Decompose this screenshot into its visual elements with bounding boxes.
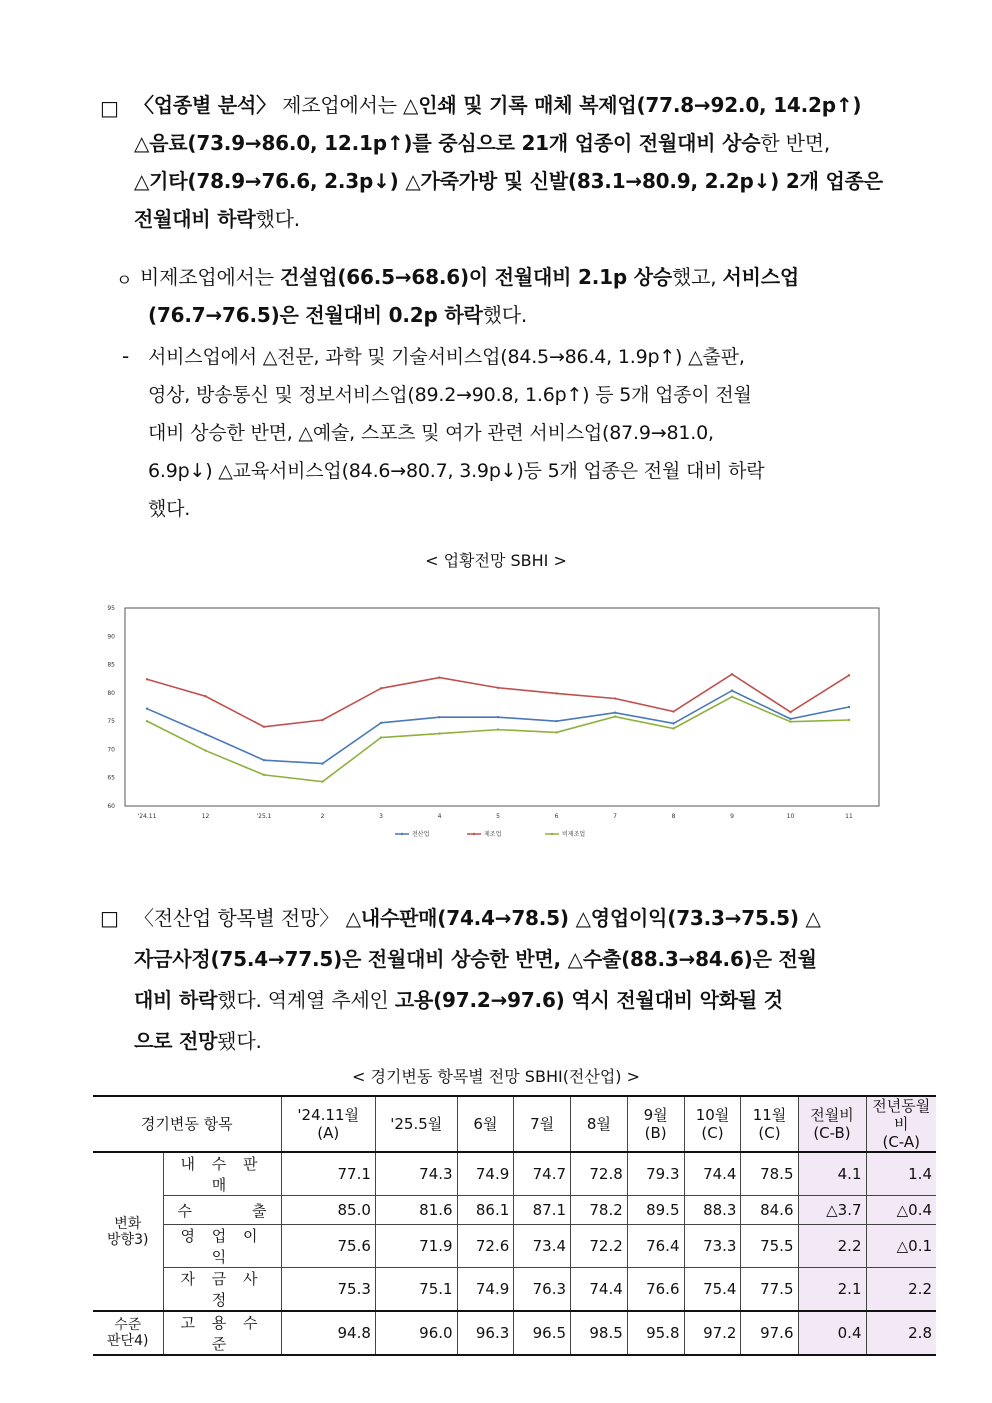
data-point [321, 762, 323, 764]
x-tick-label: 9 [730, 813, 734, 820]
data-point [204, 733, 206, 735]
chart-legend [395, 830, 585, 838]
data-point [731, 673, 733, 675]
data-point [672, 727, 674, 729]
data-point [497, 728, 499, 730]
legend-marker [551, 833, 553, 835]
data-point [146, 678, 148, 680]
table-row: 변화 방향3) 내 수 판 매 77.1 74.3 74.9 74.7 72.8 79.3 74.4 78.5 4.1 1.4 [93, 1152, 936, 1196]
header-col: 11월 (C) [741, 1096, 798, 1152]
data-point [438, 732, 440, 734]
section3-paragraph: 서비스업에서 △전문, 과학 및 기술서비스업(84.5→86.4, 1.9p↑) △출판, 영상, 방송통신 및 정보서비스업(89.2→90.8, 1.6p↑) 등 5개 업종이 전월 대비 상승한 반면, △예술, 스포츠 및 여가 관련 서비스업(87.9→81.0, 6.9p↓) △교육서비스업(84.6→80.7, 3.9p↓)등 5개 업종은 전월 대비 하락 했다. [148, 346, 765, 520]
data-point [438, 716, 440, 718]
x-tick-label: 6 [554, 813, 559, 820]
y-tick-label: 95 [107, 605, 115, 612]
x-tick-label: 3 [379, 813, 383, 820]
header-col: 7월 [514, 1096, 571, 1152]
bullet-dash: - [122, 344, 130, 368]
y-tick-label: 70 [107, 746, 115, 754]
data-point [497, 716, 499, 718]
x-tick-label: 4 [437, 813, 442, 820]
data-point [672, 722, 674, 724]
header-col: 8월 [571, 1096, 628, 1152]
row-label: 자 금 사 정 [163, 1268, 281, 1312]
x-tick-label: 12 [201, 813, 210, 820]
section4-heading: 〈전산업 항목별 전망〉 [134, 906, 339, 930]
header-col: '25.5월 [375, 1096, 457, 1152]
data-point [848, 674, 850, 676]
data-point [321, 780, 323, 782]
table-row: 영 업 이 익 75.6 71.9 72.6 73.4 72.2 76.4 73.3 75.5 2.2 △0.1 [93, 1225, 936, 1268]
bullet-square: □ [100, 96, 119, 120]
y-axis [107, 605, 115, 810]
legend-marker [473, 833, 475, 835]
data-point [146, 720, 148, 722]
y-tick-label: 90 [107, 633, 115, 641]
data-point [731, 689, 733, 691]
table-row: 수 출 85.0 81.6 86.1 87.1 78.2 89.5 88.3 84.6 △3.7 △0.4 [93, 1196, 936, 1225]
data-point [146, 707, 148, 709]
data-point [263, 726, 265, 728]
data-point [438, 676, 440, 678]
header-col: 전월비 (C-B) [798, 1096, 866, 1152]
row-label: 수 출 [163, 1196, 281, 1225]
table-row: 수준 판단4) 고 용 수 준 94.8 96.0 96.3 96.5 98.5 95.8 97.2 97.6 0.4 2.8 [93, 1311, 936, 1355]
data-point [321, 719, 323, 721]
sbhi-table [93, 1095, 936, 1356]
header-col: 전년동월비 (C-A) [866, 1096, 936, 1152]
x-tick-label: '24.11 [137, 813, 157, 820]
group-label: 수준 판단4) [93, 1311, 163, 1355]
data-point [555, 731, 557, 733]
header-col: 6월 [457, 1096, 514, 1152]
section1-heading: 〈업종별 분석〉 [134, 93, 276, 117]
data-point [263, 759, 265, 761]
legend-label: 제조업 [484, 831, 502, 838]
x-tick-label: 11 [845, 813, 853, 820]
row-label: 내 수 판 매 [163, 1152, 281, 1196]
data-point [555, 720, 557, 722]
data-point [263, 774, 265, 776]
x-tick-label: 7 [613, 813, 617, 820]
x-tick-label: 5 [496, 813, 500, 820]
data-point [614, 711, 616, 713]
row-label: 영 업 이 익 [163, 1225, 281, 1268]
group-label: 변화 방향3) [93, 1152, 163, 1311]
chart-title: < 업황전망 SBHI > [425, 551, 567, 570]
y-tick-label: 60 [107, 803, 115, 810]
legend-marker [401, 833, 403, 835]
data-point [497, 687, 499, 689]
y-tick-label: 65 [107, 774, 115, 782]
data-point [555, 692, 557, 694]
section1-paragraph: 〈업종별 분석〉 제조업에서는 △인쇄 및 기록 매체 복제업(77.8→92.0, 14.2p↑) △음료(73.9→86.0, 12.1p↑)를 중심으로 21개 업종이 전월대비 상승한 반면, △기타(78.9→76.6, 2.3p↓) △가죽가방 및 신발(83.1→80.9, 2.2p↓) 2개 업종은 전월대비 하락했다. [134, 93, 883, 231]
table-row: 자 금 사 정 75.3 75.1 74.9 76.3 74.4 76.6 75.4 77.5 2.1 2.2 [93, 1268, 936, 1312]
section2-paragraph: 비제조업에서는 건설업(66.5→68.6)이 전월대비 2.1p 상승했고, 서비스업 (76.7→76.5)은 전월대비 0.2p 하락했다. [140, 265, 800, 327]
data-point [380, 687, 382, 689]
x-tick-label: 10 [786, 813, 795, 820]
legend-label: 비제조업 [562, 831, 586, 838]
header-col: '24.11월 (A) [281, 1096, 375, 1152]
data-point [614, 715, 616, 717]
data-point [380, 722, 382, 724]
section4-paragraph: 〈전산업 항목별 전망〉 △내수판매(74.4→78.5) △영업이익(73.3→75.5) △ 자금사정(75.4→77.5)은 전월대비 상승한 반면, △수출(88.3→84.6)은 전월 대비 하락했다. 역계열 추세인 고용(97.2→97.6) 역시 전월대비 악화될 것 으로 전망됐다. [134, 906, 821, 1053]
data-point [204, 749, 206, 751]
y-tick-label: 80 [107, 689, 115, 697]
sbhi-line-chart [95, 598, 890, 848]
legend-label: 전산업 [412, 831, 430, 838]
data-point [789, 711, 791, 713]
data-point [789, 721, 791, 723]
header-item: 경기변동 항목 [93, 1096, 281, 1152]
y-tick-label: 75 [107, 718, 115, 726]
data-point [848, 706, 850, 708]
header-col: 10월 (C) [684, 1096, 741, 1152]
x-tick-label: 2 [320, 813, 325, 820]
bullet-square: □ [100, 906, 119, 930]
data-point [731, 696, 733, 698]
row-label: 고 용 수 준 [163, 1311, 281, 1355]
x-tick-label: '25.1 [256, 813, 272, 820]
table-title: < 경기변동 항목별 전망 SBHI(전산업) > [351, 1067, 641, 1086]
header-col: 9월 (B) [627, 1096, 684, 1152]
x-tick-label: 8 [671, 813, 676, 820]
data-point [789, 718, 791, 720]
y-tick-label: 85 [107, 661, 115, 669]
table-header-row [93, 1096, 936, 1152]
data-point [672, 710, 674, 712]
data-point [204, 695, 206, 697]
bullet-circle: ㅇ [116, 271, 133, 291]
data-point [614, 697, 616, 699]
data-point [848, 719, 850, 721]
data-point [380, 736, 382, 738]
x-axis [138, 813, 853, 820]
